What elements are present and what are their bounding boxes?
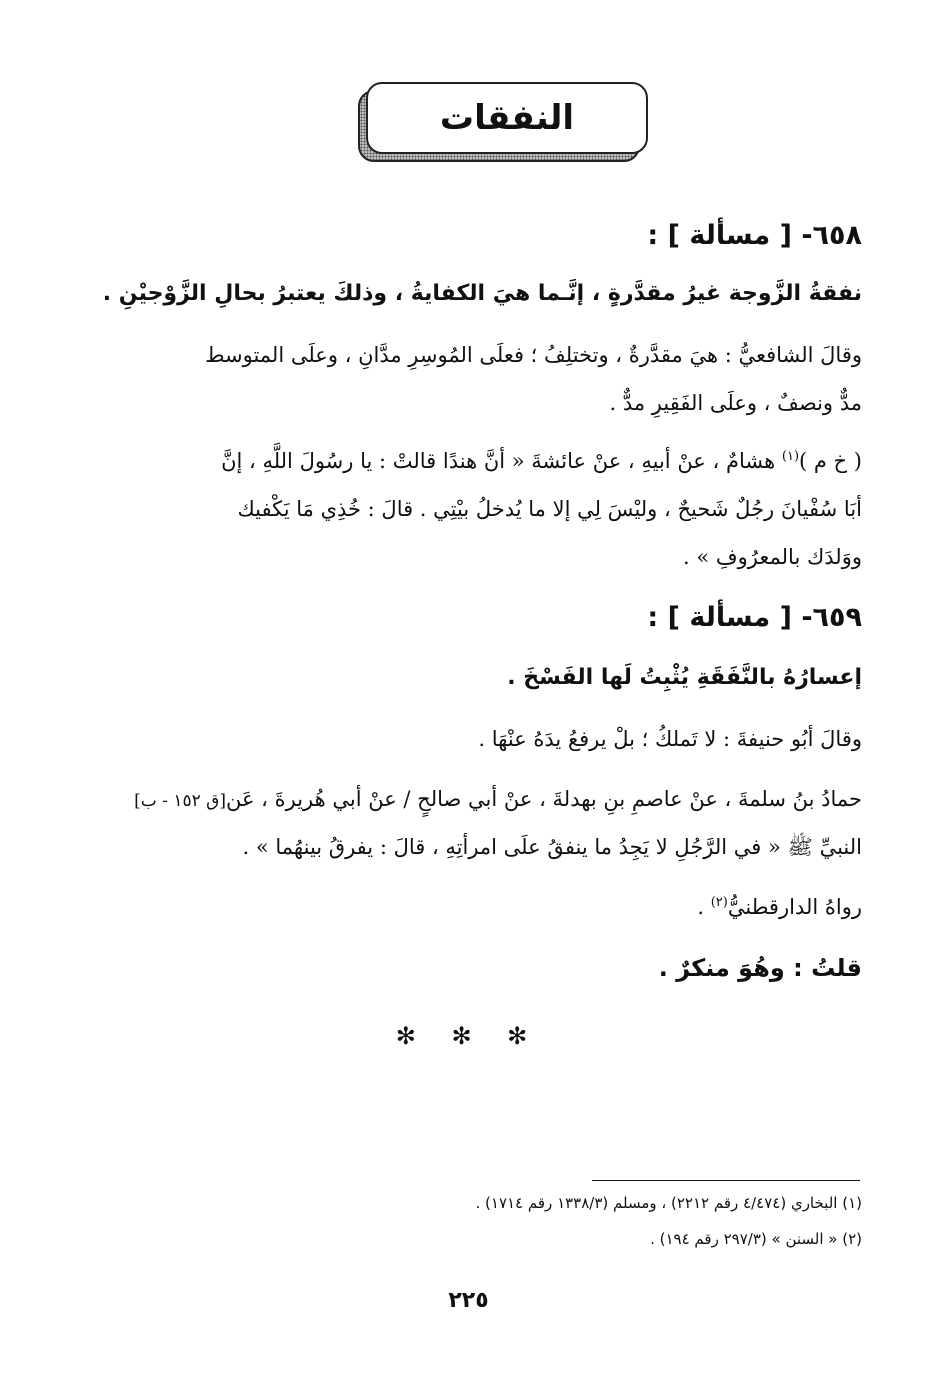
footnote-ref-1: (١) bbox=[781, 449, 800, 464]
issue-659-remark: قلتُ : وهُوَ منكرٌ . bbox=[658, 954, 862, 982]
hadith-text-1: هشامٌ ، عنْ أبيهِ ، عنْ عائشةَ « أنَّ هندًا قالتْ : يا رسُولَ اللَّهِ ، إنَّ bbox=[221, 449, 776, 473]
chapter-title-box bbox=[366, 82, 648, 154]
footnote-1: (١) البخاري (٤/٤٧٤ رقم ٢٢١٢) ، ومسلم (١٣٣٨/٣ رقم ١٧١٤) . bbox=[475, 1194, 862, 1212]
hadith-source-prefix: ( خ م ) bbox=[799, 449, 862, 473]
issue-658-hadith-line-2: أبَا سُفْيانَ رجُلٌ شَحيحٌ ، وليْسَ لِي إلا ما يُدخلُ بيْتِي . قالَ : خُذِي مَا يَكْفيك bbox=[237, 497, 862, 521]
hadith-text-2: حمادُ بنُ سلمةَ ، عنْ عاصمِ بنِ بهدلةَ ، عنْ أبي صالحٍ / عنْ أبي هُريرةَ ، عَن bbox=[225, 787, 862, 811]
page-number: ٢٢٥ bbox=[448, 1288, 489, 1313]
chapter-title: النفقات bbox=[439, 98, 575, 138]
footnote-ref-2: (٢) bbox=[710, 895, 728, 910]
issue-658-shafii-line-1: وقالَ الشافعيُّ : هيَ مقدَّرةٌ ، وتختلِفُ ؛ فعلَى المُوسِرِ مدَّانِ ، وعلَى المتوسط bbox=[205, 343, 862, 367]
narration-text: رواهُ الدارقطنيُّ bbox=[727, 895, 862, 919]
folio-marker: [ق ١٥٢ - ب] bbox=[134, 791, 226, 811]
issue-659-hanafi: وقالَ أبُو حنيفةَ : لا تَملكُ ؛ بلْ يرفعُ يدَهُ عنْهَا . bbox=[478, 727, 862, 751]
footnote-2: (٢) « السنن » (٢٩٧/٣ رقم ١٩٤) . bbox=[650, 1230, 862, 1248]
narration-end: . bbox=[697, 895, 711, 919]
footnote-divider bbox=[592, 1180, 860, 1181]
issue-658-heading: ٦٥٨- [ مسألة ] : bbox=[647, 220, 862, 251]
issue-659-hadith-line-1 bbox=[42, 776, 862, 824]
issue-658-shafii-line-2: مدٌّ ونصفٌ ، وعلَى الفَقِيرِ مدٌّ . bbox=[609, 391, 862, 415]
issue-658-ruling: نفقةُ الزَّوجة غيرُ مقدَّرةٍ ، إنَّـما هيَ الكفايةُ ، وذلكَ يعتبرُ بحالِ الزَّوْجيْنِ . bbox=[102, 281, 862, 306]
issue-659-hadith-line-2: النبيِّ ﷺ « في الرَّجُلِ لا يَجِدُ ما ينفقُ علَى امرأتِهِ ، قالَ : يفرقُ بينهُما » . bbox=[242, 835, 862, 859]
section-separator-stars: ✻ ✻ ✻ bbox=[395, 1022, 542, 1050]
issue-658-hadith-line-3: ووَلدَك بالمعرُوفِ » . bbox=[683, 545, 862, 569]
issue-658-hadith-line-1 bbox=[72, 438, 862, 484]
issue-659-ruling: إعسارُهُ بالنَّفَقَةِ يُثْبِتُ لَها الفَسْخَ . bbox=[507, 665, 862, 690]
chapter-title-frame bbox=[358, 82, 648, 162]
issue-659-heading: ٦٥٩- [ مسألة ] : bbox=[647, 602, 862, 633]
issue-659-narration bbox=[142, 884, 862, 930]
